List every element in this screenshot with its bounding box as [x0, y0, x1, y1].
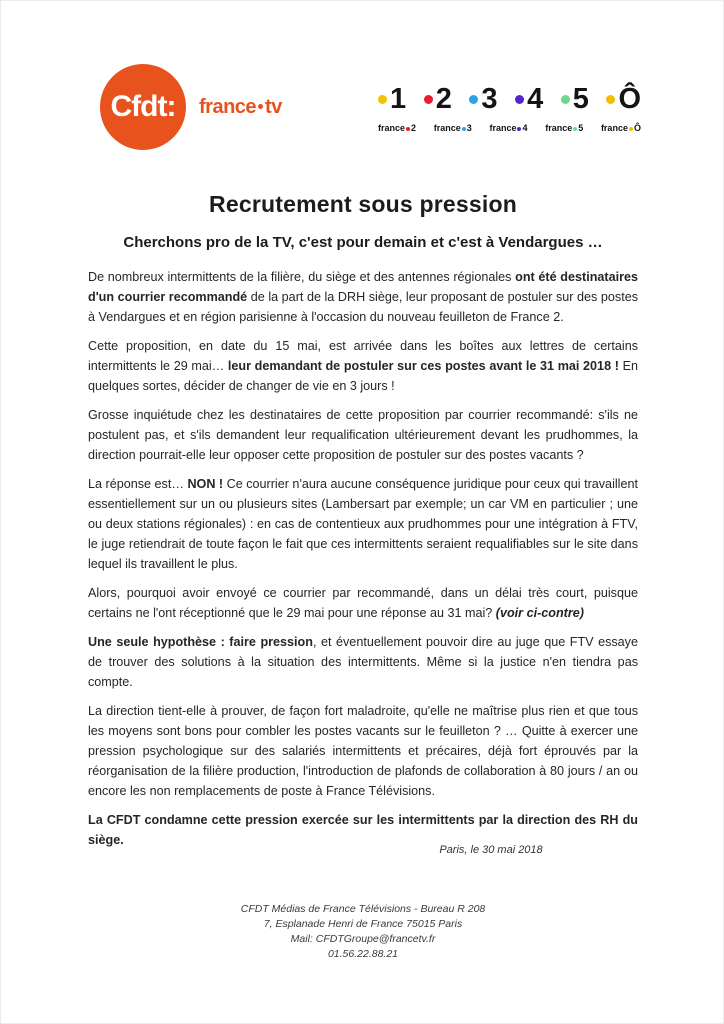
channel-number [561, 85, 589, 114]
channel-logos [378, 85, 641, 133]
channel-number-glyph: 1 [390, 83, 407, 115]
paragraph-text: La CFDT condamne cette pression exercée sur les intermittents par la direction des RH du siège. [88, 813, 638, 847]
body-paragraph [88, 336, 638, 396]
channel-labels-row [378, 123, 641, 133]
paragraph-text: leur demandant de postuler sur ces postes avant le 31 mai 2018 ! [227, 359, 619, 373]
wordmark-france: france [199, 95, 257, 118]
channel-number [606, 85, 641, 114]
channel-label-dot-icon [462, 127, 466, 131]
channel-label-suffix: 4 [522, 123, 528, 133]
paragraph-text: De nombreux intermittents de la filière, du siège et des antennes régionales [88, 270, 516, 284]
cfdt-logo-icon [100, 64, 186, 150]
body-paragraph [88, 632, 638, 692]
channel-label-dot-icon [573, 127, 577, 131]
channel-number-glyph: 4 [527, 83, 544, 115]
cfdt-logo-text: Cfdt: [110, 90, 176, 123]
body-paragraph [88, 474, 638, 574]
channel-dot-icon [515, 95, 524, 104]
channel-label-suffix: 3 [466, 123, 472, 133]
channel-label-dot-icon [629, 127, 633, 131]
wordmark-tv: tv [265, 95, 282, 118]
cfdt-francetv-logo [100, 64, 282, 150]
paragraph-text: NON ! [187, 477, 224, 491]
channel-number-glyph: 2 [435, 83, 452, 115]
channel-number-glyph: 5 [572, 83, 589, 115]
channel-label-suffix: 5 [578, 123, 584, 133]
channel-label [489, 123, 527, 133]
page-title: Recrutement sous pression [209, 191, 517, 217]
channel-label-dot-icon [406, 127, 410, 131]
channel-label [545, 123, 583, 133]
footer-line: 7, Esplanade Henri de France 75015 Paris [263, 918, 463, 930]
channel-label-name: france [545, 123, 573, 133]
channel-label-suffix: Ô [633, 123, 641, 133]
channel-number [515, 85, 543, 114]
channel-dot-icon [561, 95, 570, 104]
document-body [88, 267, 638, 859]
paragraph-text: Grosse inquiétude chez les destinataires de cette proposition par courrier recommandé: s'ils ne postulent pas, et s'ils demandent leur requalification ultérieurement devant les prudhommes, la direction pourrait-elle leur opposer cette proposition de postuler sur des postes vacants ? [88, 408, 638, 462]
channel-dot-icon [424, 95, 433, 104]
paragraph-text: En quelques sortes, décider de changer de vie en 3 jours ! [88, 359, 638, 393]
page-subtitle: Cherchons pro de la TV, c'est pour demain et c'est à Vendargues … [123, 234, 603, 251]
channel-label-name: france [489, 123, 517, 133]
channel-dot-icon [606, 95, 615, 104]
channel-label-name: france [600, 123, 628, 133]
paragraph-text: de la part de la DRH siège, leur proposant de postuler sur des postes à Vendargues et en région parisienne à l'occasion du nouveau feuilleton de France 2. [88, 290, 638, 324]
paragraph-text: Alors, pourquoi avoir envoyé ce courrier par recommandé, dans un délai très court, puisque certains ne l'ont réceptionné que le 29 mai pour une réponse au 31 mai? [88, 586, 638, 620]
body-paragraph [88, 267, 638, 327]
channel-label-suffix: 2 [411, 123, 417, 133]
francetv-dot-icon [258, 104, 263, 109]
paragraph-text: La réponse est… [88, 477, 188, 491]
channel-number [378, 85, 406, 114]
paragraph-text: Ce courrier n'aura aucune conséquence juridique pour ceux qui travaillent essentiellement sur un ou plusieurs sites (Lambersart par exemple; un car VM en particulier ; une ou deux stations régionales) : en cas de contentieux aux prudhommes pour une intégration à FTV, le juge retiendrait de toute façon le fait que ces intermittents seraient requalifiables sur le site dans lequel ils travaillent le plus. [88, 477, 638, 571]
channel-label [434, 123, 472, 133]
channel-dot-icon [469, 95, 478, 104]
channel-label-name: france [378, 123, 406, 133]
body-paragraph [88, 583, 638, 623]
footer-line: CFDT Médias de France Télévisions - Bureau R 208 [240, 903, 486, 915]
channel-label-dot-icon [517, 127, 521, 131]
footer-line: 01.56.22.88.21 [327, 948, 399, 960]
paragraph-text: Une seule hypothèse : faire pression [88, 635, 313, 649]
date-line: Paris, le 30 mai 2018 [439, 844, 543, 856]
channel-numbers-row [378, 85, 641, 114]
body-paragraph [88, 405, 638, 465]
paragraph-text: , et éventuellement pouvoir dire au juge que FTV essaye de trouver des solutions à la situation des intermittents. Même si la justice n'en tiendra pas compte. [88, 635, 638, 689]
body-paragraph [88, 701, 638, 801]
channel-number [469, 85, 497, 114]
channel-label [378, 123, 416, 133]
paragraph-text: (voir ci-contre) [495, 606, 584, 620]
channel-dot-icon [378, 95, 387, 104]
paragraph-text: La direction tient-elle à prouver, de façon fort maladroite, qu'elle ne maîtrise plus rien et que tous les moyens sont bons pour combler les postes vacants sur le feuilleton ? … Quitte à exercer une pression psychologique sur des salariés intermittents et précaires, déjà fort éprouvés par la réorganisation de la filière production, l'introduction de plafonds de collaboration à 80 jours / an ou encore les non remplacements de poste à France Télévisions. [88, 704, 638, 798]
paragraph-text: ont été destinataires d'un courrier recommandé [88, 270, 639, 304]
footer-line: Mail: CFDTGroupe@francetv.fr [290, 933, 436, 945]
channel-label-name: france [433, 123, 461, 133]
francetv-wordmark [199, 96, 282, 119]
channel-number [424, 85, 452, 114]
channel-label [601, 123, 641, 133]
channel-number-glyph: 3 [481, 83, 498, 115]
document-footer [1, 902, 724, 962]
channel-number-glyph: Ô [618, 83, 641, 115]
paragraph-text: Cette proposition, en date du 15 mai, est arrivée dans les boîtes aux lettres de certains intermittents le 29 mai… [88, 339, 638, 373]
